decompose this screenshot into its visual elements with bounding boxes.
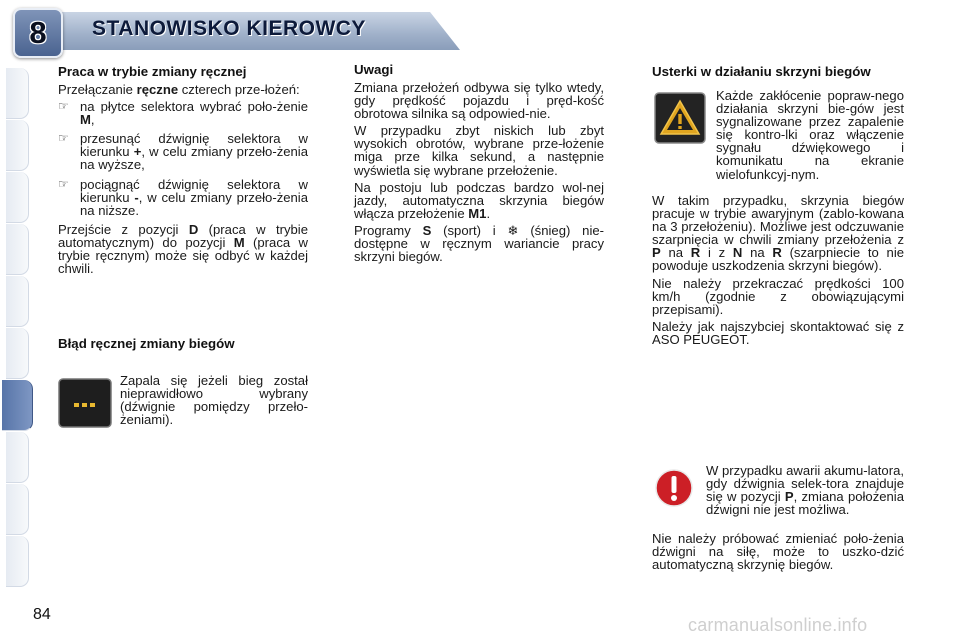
list-item-text: przesunąć dźwignię selektora w kierunku +, w celu zmiany przeło-żenia na wyższe, bbox=[80, 131, 308, 173]
force-lever-warning: Nie należy próbować zmieniać poło-żenia dźwigni na siłę, może to uszko-dzić automatyczną skrzynię biegów. bbox=[652, 531, 904, 573]
list-item bbox=[58, 178, 308, 217]
notes-paragraph: W przypadku zbyt niskich lub zbyt wysokich obrotów, wybrane prze-łożenie miga prze kilka sekund, a następnie wyświetla się wybrane przełożenie. bbox=[354, 123, 604, 178]
chapter-tab[interactable] bbox=[6, 536, 29, 587]
chapter-badge bbox=[13, 8, 63, 58]
chapter-tab[interactable] bbox=[6, 484, 29, 535]
chapter-tab[interactable] bbox=[6, 276, 29, 327]
list-item bbox=[58, 100, 308, 126]
manual-mode-heading: Praca w trybie zmiany ręcznej bbox=[58, 64, 247, 79]
manual-mode-switch-note: Przejście z pozycji D (praca w trybie automatycznym) do pozycji M (praca w trybie ręcznym) może się odbyć w każdej chwili. bbox=[58, 221, 308, 277]
battery-failure-text: W przypadku awarii akumu-latora, gdy dźwignia selek-tora znajduje się w pozycji P, zmiana położenia dźwigni nie jest możliwa. bbox=[706, 463, 904, 518]
shift-error-text: Zapala się jeżeli bieg został nieprawidłowo wybrany (dźwignie pomiędzy przeło-żeniami). bbox=[120, 373, 308, 428]
snowflake-icon: ❄ bbox=[507, 222, 519, 238]
intro-text-end: czterech prze-łożeń: bbox=[178, 82, 300, 97]
chapter-tabs bbox=[0, 68, 34, 578]
pointing-hand-icon: ☞ bbox=[58, 131, 69, 146]
intro-bold: ręczne bbox=[136, 82, 179, 97]
list-item-text: na płytce selektora wybrać poło-żenie M, bbox=[80, 99, 308, 128]
list-item-text: pociągnąć dźwignię selektora w kierunku -, w celu zmiany przeło-żenia na niższe. bbox=[80, 176, 308, 218]
chapter-tab-active[interactable] bbox=[2, 380, 33, 431]
warning-triangle-icon bbox=[654, 92, 706, 144]
chapter-tab[interactable] bbox=[6, 172, 29, 223]
notes-heading: Uwagi bbox=[354, 62, 394, 77]
chapter-tab[interactable] bbox=[6, 328, 29, 379]
intro-text: Przełączanie bbox=[58, 82, 137, 97]
notes-section bbox=[354, 81, 604, 267]
pointing-hand-icon: ☞ bbox=[58, 99, 69, 114]
shift-error-heading: Błąd ręcznej zmiany biegów bbox=[58, 336, 235, 351]
chapter-tab[interactable] bbox=[6, 432, 29, 483]
page-number: 84 bbox=[33, 606, 51, 623]
faults-section bbox=[652, 194, 904, 350]
chapter-tab[interactable] bbox=[6, 224, 29, 275]
chapter-tab[interactable] bbox=[6, 120, 29, 171]
faults-heading: Usterki w działaniu skrzyni biegów bbox=[652, 64, 871, 79]
notes-paragraph: Na postoju lub podczas bardzo wol-nej jazdy, automatyczna skrzynia biegów włącza przełożenie M1. bbox=[354, 179, 604, 221]
gear-error-warning-icon bbox=[58, 378, 112, 428]
fault-warning-text: Każde zakłócenie popraw-nego działania skrzyni bie-gów jest sygnalizowane przez zapalenie się kontro-lki oraz włączenie sygnału dźwiękowego i komunikatu na ekranie wielofunkcyj-nym. bbox=[716, 88, 904, 182]
page-title: STANOWISKO KIEROWCY bbox=[92, 17, 366, 40]
chapter-tab[interactable] bbox=[6, 68, 29, 119]
pointing-hand-icon: ☞ bbox=[58, 176, 69, 191]
manual-mode-intro bbox=[58, 83, 308, 96]
watermark: carmanualsonline.info bbox=[688, 615, 868, 635]
faults-paragraph: Nie należy przekraczać prędkości 100 km/h (zgodnie z obowiązującymi przepisami). bbox=[652, 275, 904, 317]
faults-paragraph: W takim przypadku, skrzynia biegów pracuje w trybie awaryjnym (zablo-kowana na 3 przełożeniu). Możliwe jest odczuwanie szarpnięcia w chwili zmiany przełożenia z P na R i z N na R (szarpniecie to nie powoduje uszkodzenia skrzyni biegów). bbox=[652, 193, 905, 274]
manual-mode-section bbox=[58, 83, 308, 279]
notes-paragraph: Zmiana przełożeń odbywa się tylko wtedy, gdy prędkość pojazdu i pręd-kość obrotowa silnika są odpowied-nie. bbox=[354, 80, 604, 122]
faults-paragraph: Należy jak najszybciej skontaktować się z ASO PEUGEOT. bbox=[652, 318, 904, 347]
chapter-number: 8 bbox=[29, 15, 47, 50]
exclamation-alert-icon bbox=[654, 468, 694, 508]
notes-paragraph: Programy S (sport) i ❄ (śnieg) nie-dostępne w ręcznym wariancie pracy skrzyni biegów. bbox=[354, 222, 604, 265]
list-item bbox=[58, 132, 308, 171]
